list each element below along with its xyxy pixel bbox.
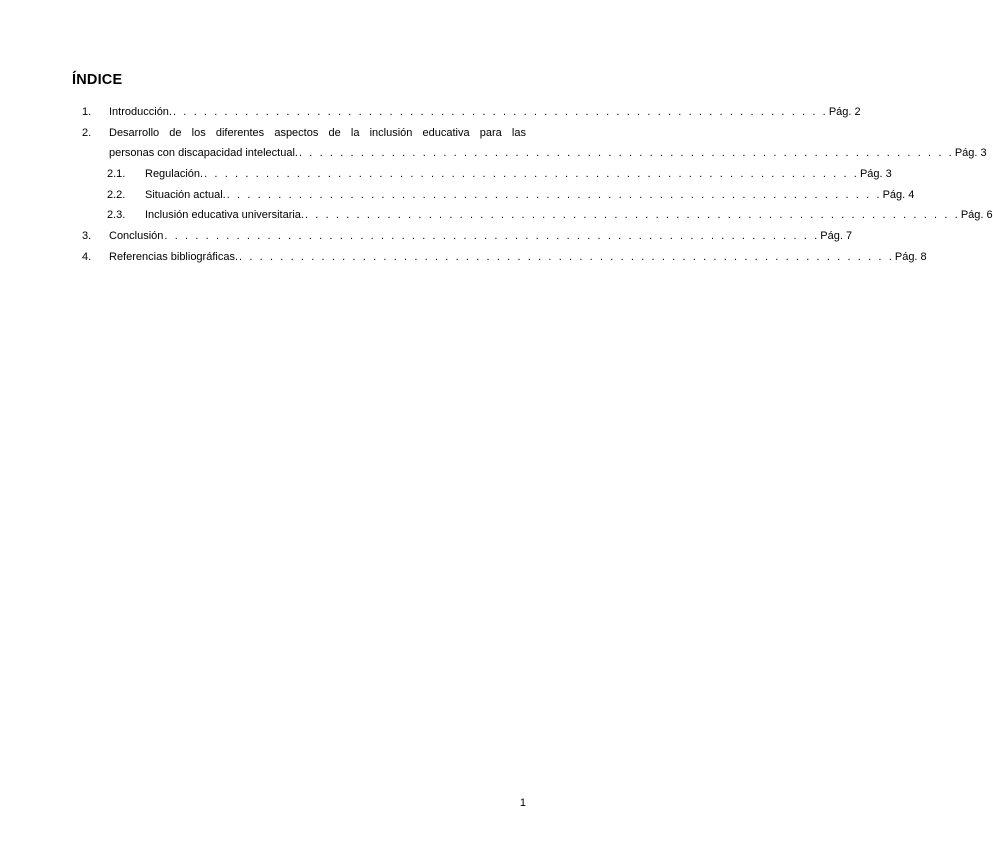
dot-leader: . . . . . . . . . . . . . . . . . . . . . . . . . . . . . . . . . . . . . . . . . . . . . . . . . . . . . . . . . . . . . . . . <box>204 168 859 181</box>
dot-leader: . . . . . . . . . . . . . . . . . . . . . . . . . . . . . . . . . . . . . . . . . . . . . . . . . . . . . . . . . . . . . . . . <box>172 106 828 118</box>
toc-entry-conclusion[interactable] <box>0 226 853 247</box>
dot-leader: . . . . . . . . . . . . . . . . . . . . . . . . . . . . . . . . . . . . . . . . . . . . . . . . . . . . . . . . . . . . . . . . <box>239 250 894 263</box>
toc-entry-text-line1: Desarrollo de los diferentes aspectos de la inclusión educativa para las <box>109 126 526 139</box>
toc-entry-text: Situación actual. <box>145 188 226 201</box>
toc-entry-text: Conclusión <box>109 230 164 243</box>
toc-entry-text: Inclusión educativa universitaria. <box>145 209 304 222</box>
toc-entry-situacion-actual[interactable] <box>0 185 915 206</box>
toc-title: ÍNDICE <box>72 72 123 88</box>
toc-entry-number: 3. <box>82 230 92 243</box>
toc-entry-number: 4. <box>82 250 92 263</box>
dot-leader: . . . . . . . . . . . . . . . . . . . . . . . . . . . . . . . . . . . . . . . . . . . . . . . . . . . . . . . . . . . . . . . . <box>298 147 954 160</box>
toc-entry-page: Pág. 7 <box>820 230 853 243</box>
toc-entry-text-line2: personas con discapacidad intelectual. <box>109 147 298 160</box>
toc-entry-page: Pág. 6 <box>960 209 993 222</box>
toc-entry-page: Pág. 4 <box>882 188 915 201</box>
toc-entry-text: Referencias bibliográficas. <box>109 250 239 263</box>
dot-leader: . . . . . . . . . . . . . . . . . . . . . . . . . . . . . . . . . . . . . . . . . . . . . . . . . . . . . . . . . . . . . . . . <box>304 209 960 222</box>
table-of-contents <box>0 102 993 268</box>
toc-entry-introduccion[interactable] <box>0 102 861 123</box>
toc-entry-page: Pág. 3 <box>859 168 892 181</box>
toc-entry-page: Pág. 2 <box>828 106 861 118</box>
toc-entry-page: Pág. 8 <box>894 250 927 263</box>
toc-entry-text: Introducción. <box>109 106 172 118</box>
dot-leader: . . . . . . . . . . . . . . . . . . . . . . . . . . . . . . . . . . . . . . . . . . . . . . . . . . . . . . . . . . . . . . . . <box>226 188 882 201</box>
toc-entry-referencias[interactable] <box>0 247 927 268</box>
toc-entry-desarrollo[interactable] <box>0 123 600 144</box>
dot-leader: . . . . . . . . . . . . . . . . . . . . . . . . . . . . . . . . . . . . . . . . . . . . . . . . . . . . . . . . . . . . . . . . <box>164 230 820 243</box>
toc-entry-number: 2. <box>82 126 92 139</box>
toc-entry-inclusion-universitaria[interactable] <box>0 205 993 226</box>
toc-entry-number: 2.3. <box>107 209 126 222</box>
toc-entry-number: 2.2. <box>107 188 126 201</box>
toc-entry-desarrollo-continued[interactable] <box>0 143 987 164</box>
toc-entry-number: 2.1. <box>107 168 126 181</box>
toc-entry-page: Pág. 3 <box>954 147 987 160</box>
toc-entry-number: 1. <box>82 106 92 118</box>
toc-entry-regulacion[interactable] <box>0 164 892 185</box>
toc-entry-text: Regulación. <box>145 168 204 181</box>
page-number: 1 <box>519 797 526 809</box>
